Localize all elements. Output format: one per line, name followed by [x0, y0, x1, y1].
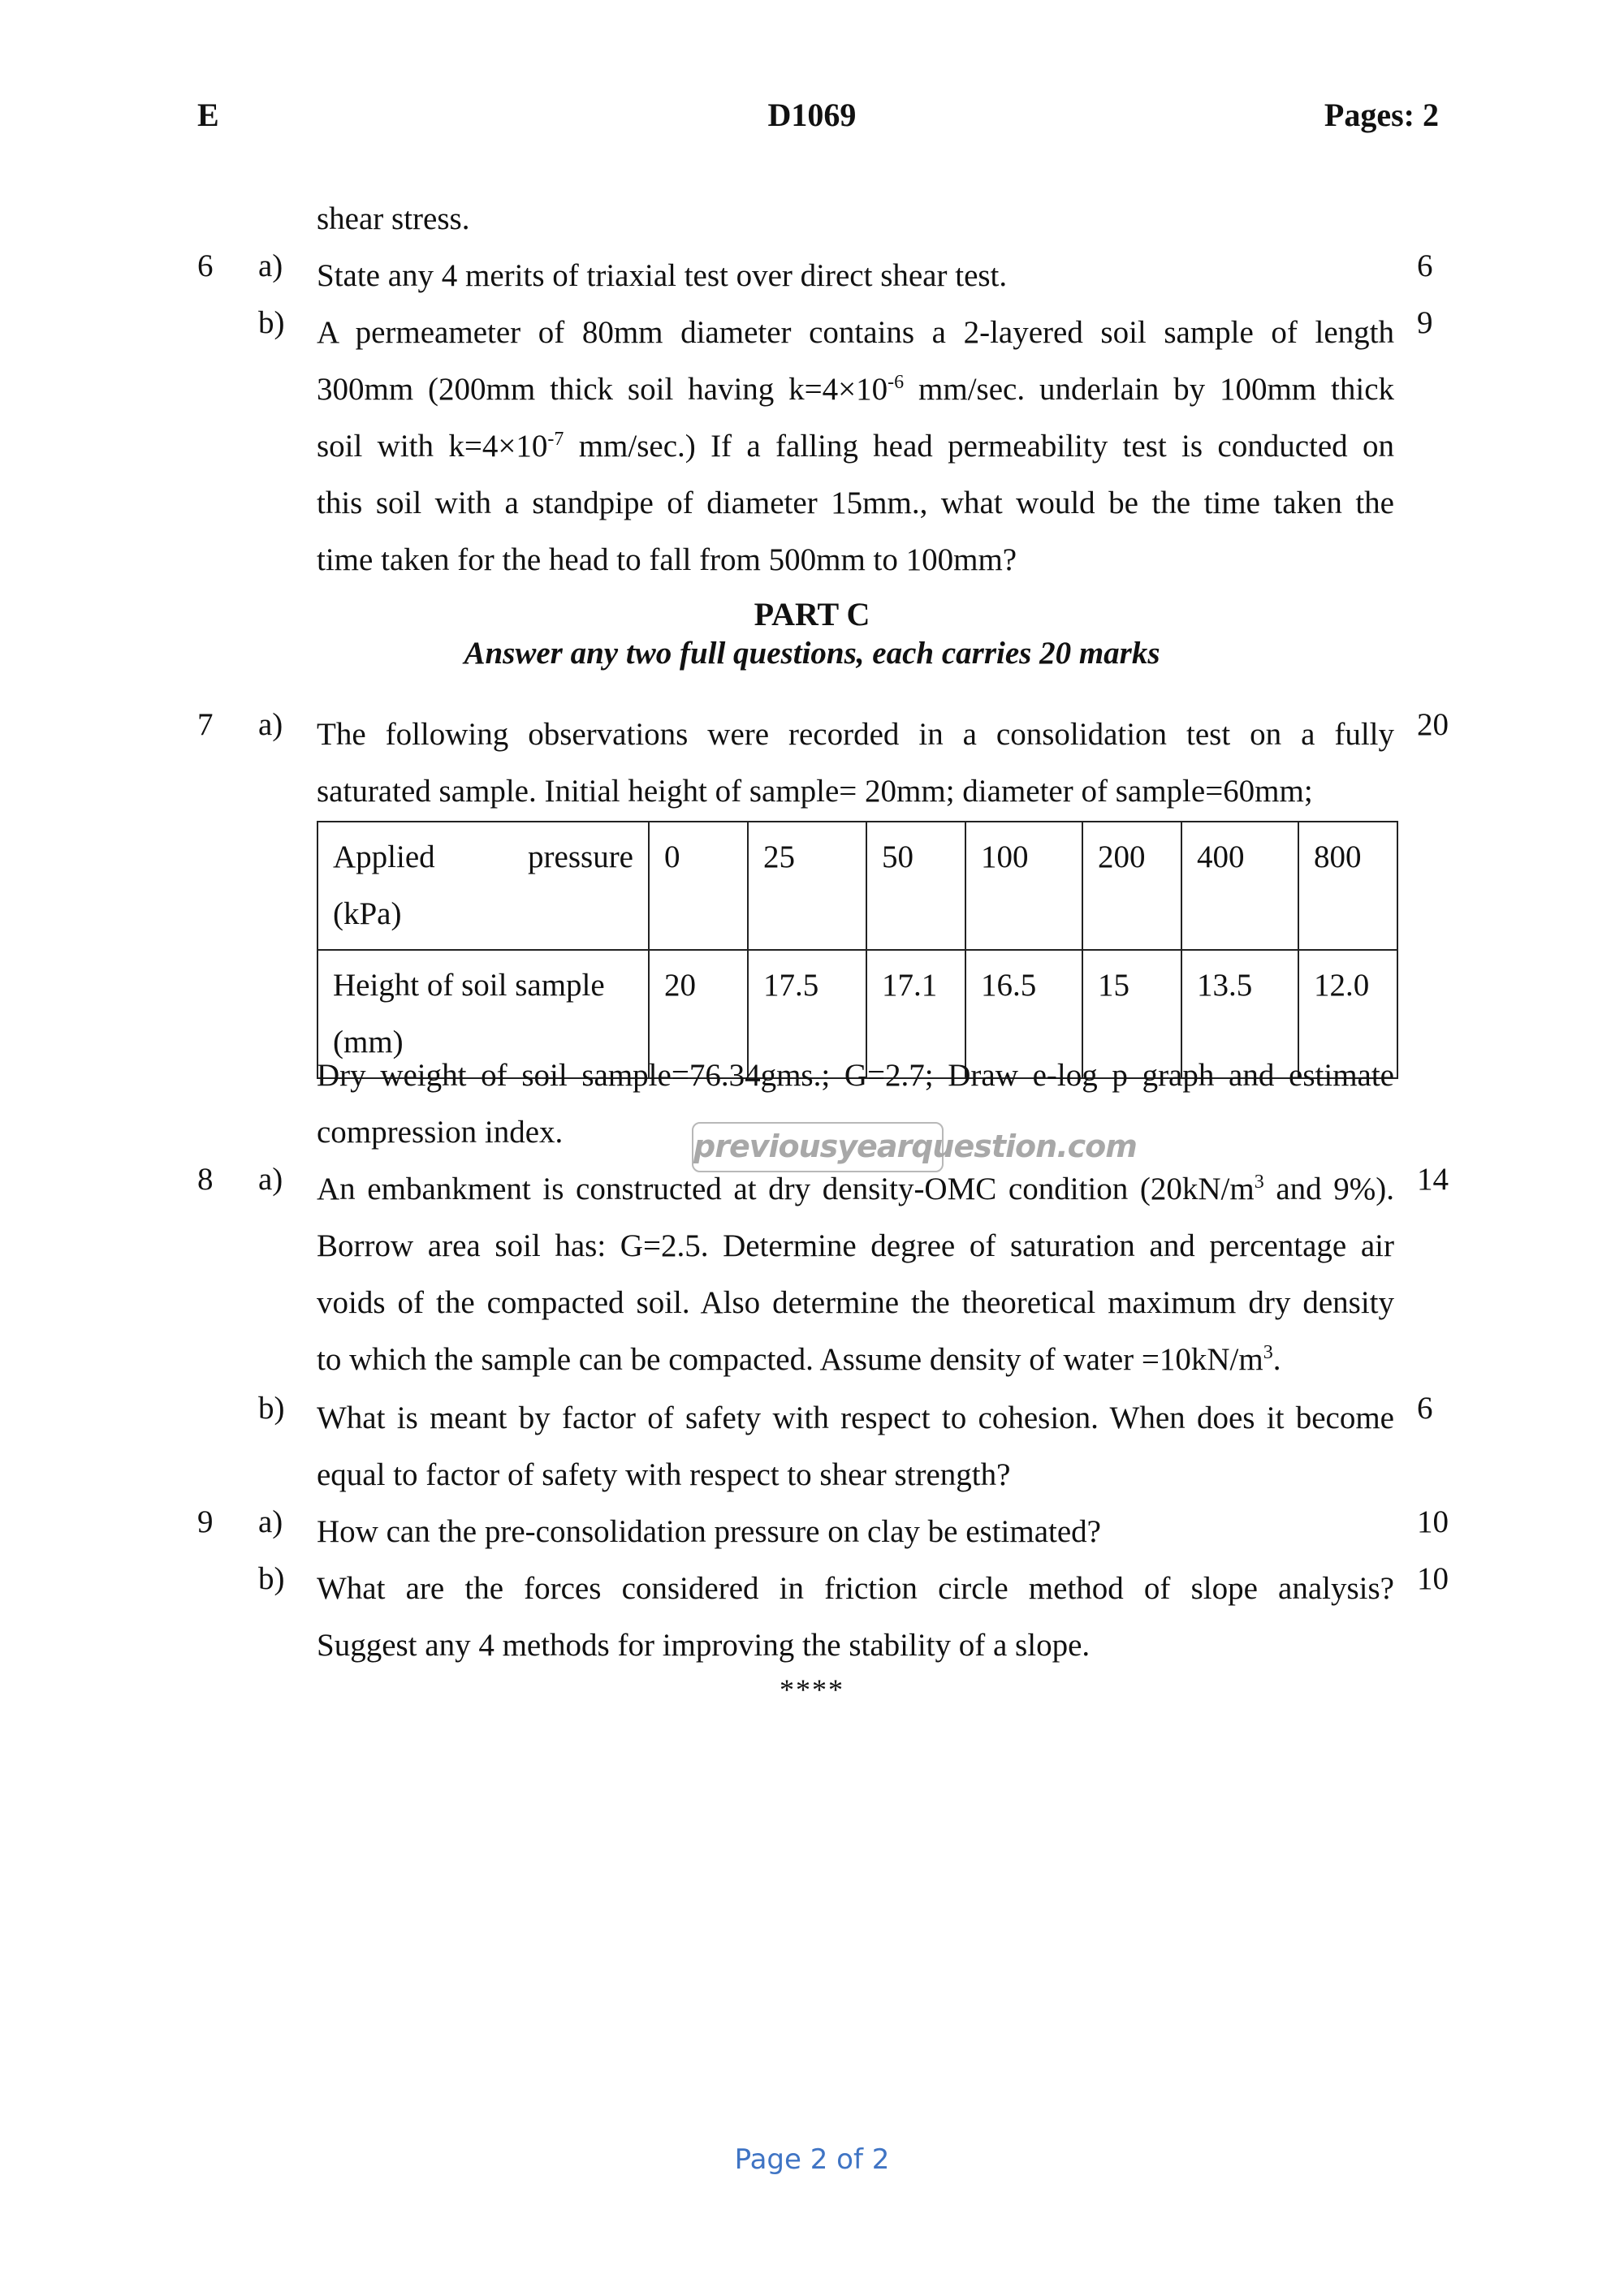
table-header-cell: Applied pressure (kPa) — [317, 822, 649, 950]
marks: 20 — [1417, 707, 1449, 742]
table-cell: 200 — [1082, 822, 1181, 950]
marks: 9 — [1417, 305, 1433, 340]
table-cell: 17.1 — [866, 950, 965, 1078]
table-cell: 25 — [748, 822, 866, 950]
header-left: E — [197, 97, 219, 133]
sub-label: a) — [258, 707, 283, 742]
table-cell: 50 — [866, 822, 965, 950]
question-line: Dry weight of soil sample=76.34gms.; G=2.7; Draw e-log p graph and estimate — [317, 1058, 1394, 1093]
end-marker: **** — [780, 1673, 844, 1706]
question-text: State any 4 merits of triaxial test over direct shear test. — [317, 258, 1008, 293]
question-line: 300mm (200mm thick soil having $k=4\times 10^{-6}$ mm/sec. underlain by 100mm thick — [317, 372, 1394, 407]
question-line: time taken for the head to fall from 500mm to 100mm? — [317, 542, 1017, 577]
marks: 10 — [1417, 1504, 1449, 1539]
part-title: PART C — [754, 596, 870, 632]
question-text: How can the pre-consolidation pressure on clay be estimated? — [317, 1514, 1101, 1549]
question-line: An embankment is constructed at dry density-OMC condition ($20kN/m^3$ and 9%). — [317, 1172, 1394, 1206]
table-cell: 17.5 — [748, 950, 866, 1078]
question-number: 9 — [197, 1504, 214, 1539]
question-line: to which the sample can be compacted. Assume density of water $=10kN/m^3$. — [317, 1342, 1281, 1377]
question-line: Suggest any 4 methods for improving the stability of a slope. — [317, 1628, 1091, 1663]
sub-label: b) — [258, 1561, 285, 1596]
sub-label: a) — [258, 1504, 283, 1539]
marks: 10 — [1417, 1561, 1449, 1596]
question-line: What are the forces considered in friction circle method of slope analysis? — [317, 1571, 1394, 1606]
continuation-text: shear stress. — [317, 201, 470, 236]
question-line: equal to factor of safety with respect to shear strength? — [317, 1457, 1011, 1492]
question-line: A permeameter of 80mm diameter contains a 2-layered soil sample of length — [317, 315, 1394, 350]
consolidation-table — [317, 821, 1398, 1079]
question-line: The following observations were recorded in a consolidation test on a fully — [317, 717, 1394, 752]
sub-label: a) — [258, 248, 283, 283]
table-cell: 16.5 — [965, 950, 1082, 1078]
table-cell: 800 — [1298, 822, 1397, 950]
question-line: soil with $k=4\times 10^{-7}$ mm/sec.) If a falling head permeability test is conducted on — [317, 429, 1394, 464]
question-line: What is meant by factor of safety with respect to cohesion. When does it become — [317, 1400, 1394, 1435]
marks: 6 — [1417, 1391, 1433, 1426]
question-number: 7 — [197, 707, 214, 742]
question-number: 6 — [197, 248, 214, 283]
question-line: Borrow area soil has: G=2.5. Determine degree of saturation and percentage air — [317, 1228, 1394, 1263]
marks: 6 — [1417, 248, 1433, 283]
table-cell: 12.0 — [1298, 950, 1397, 1078]
sub-label: b) — [258, 305, 285, 340]
marks: 14 — [1417, 1162, 1449, 1197]
question-line: this soil with a standpipe of diameter 15mm., what would be the time taken the — [317, 486, 1394, 520]
page-footer: Page 2 of 2 — [734, 2143, 890, 2176]
table-cell: 13.5 — [1181, 950, 1298, 1078]
watermark: previousyearquestion.com — [692, 1122, 944, 1172]
table-header-cell: Height of soil sample (mm) — [317, 950, 649, 1078]
header-code: D1069 — [767, 97, 857, 133]
part-instruction: Answer any two full questions, each carries 20 marks — [464, 636, 1160, 671]
table-cell: 15 — [1082, 950, 1181, 1078]
table-cell: 20 — [649, 950, 748, 1078]
question-number: 8 — [197, 1162, 214, 1197]
question-line: compression index. — [317, 1115, 564, 1150]
sub-label: a) — [258, 1162, 283, 1197]
table-row — [317, 822, 1397, 950]
question-line: voids of the compacted soil. Also determine the theoretical maximum dry density — [317, 1285, 1394, 1320]
table-cell: 100 — [965, 822, 1082, 950]
table-cell: 0 — [649, 822, 748, 950]
header-pages: Pages: 2 — [1324, 97, 1439, 133]
table-cell: 400 — [1181, 822, 1298, 950]
question-line: saturated sample. Initial height of sample= 20mm; diameter of sample=60mm; — [317, 774, 1313, 809]
sub-label: b) — [258, 1391, 285, 1426]
